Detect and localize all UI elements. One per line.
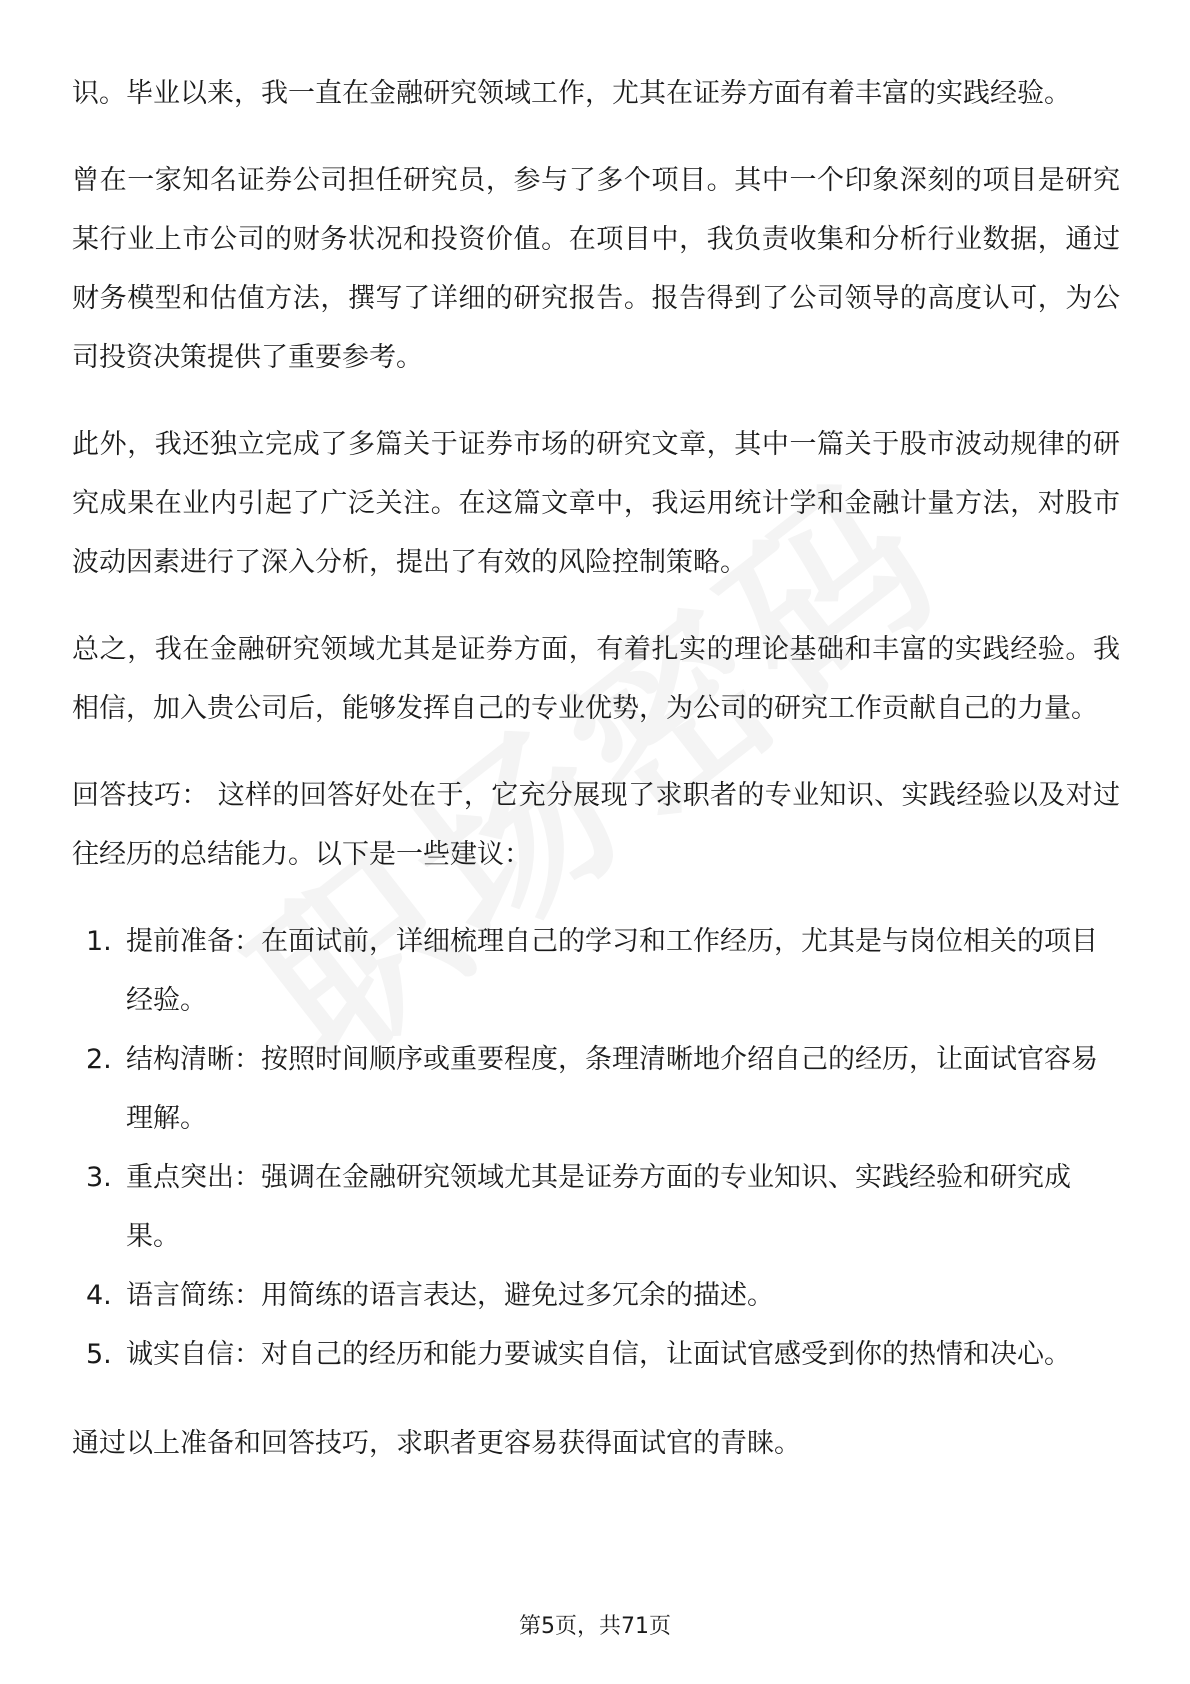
list-number: 2.: [86, 1044, 112, 1075]
list-item-text: 语言简练：用简练的语言表达，避免过多冗余的描述。: [126, 1280, 774, 1311]
paragraph: 曾在一家知名证券公司担任研究员，参与了多个项目。其中一个印象深刻的项目是研究某行业上市公司的财务状况和投资价值。在项目中，我负责收集和分析行业数据，通过财务模型和估值方法，撰写了详细的研究报告。报告得到了公司领导的高度认可，为公司投资决策提供了重要参考。: [72, 165, 1120, 373]
page-number-footer: 第5页，共71页: [519, 1614, 671, 1639]
list-number: 1.: [86, 926, 112, 957]
list-item: [72, 1148, 1120, 1266]
paragraph: 总之，我在金融研究领域尤其是证券方面，有着扎实的理论基础和丰富的实践经验。我相信，加入贵公司后，能够发挥自己的专业优势，为公司的研究工作贡献自己的力量。: [72, 634, 1120, 724]
paragraph: 此外，我还独立完成了多篇关于证券市场的研究文章，其中一篇关于股市波动规律的研究成果在业内引起了广泛关注。在这篇文章中，我运用统计学和金融计量方法，对股市波动因素进行了深入分析，提出了有效的风险控制策略。: [72, 429, 1120, 578]
list-item-text: 诚实自信：对自己的经历和能力要诚实自信，让面试官感受到你的热情和决心。: [126, 1339, 1071, 1370]
list-item: [72, 1266, 1120, 1325]
list-number: 3.: [86, 1162, 112, 1193]
paragraph: 识。毕业以来，我一直在金融研究领域工作，尤其在证券方面有着丰富的实践经验。: [72, 78, 1071, 109]
page-content: [72, 64, 1120, 1501]
closing-paragraph: 通过以上准备和回答技巧，求职者更容易获得面试官的青睐。: [72, 1428, 801, 1459]
list-item-text: 重点突出：强调在金融研究领域尤其是证券方面的专业知识、实践经验和研究成果。: [126, 1162, 1071, 1252]
list-item-text: 提前准备：在面试前，详细梳理自己的学习和工作经历，尤其是与岗位相关的项目经验。: [126, 926, 1098, 1016]
list-item: [72, 1030, 1120, 1148]
answer-tips-intro: 回答技巧： 这样的回答好处在于，它充分展现了求职者的专业知识、实践经验以及对过往经历的总结能力。以下是一些建议：: [72, 780, 1120, 870]
list-item-text: 结构清晰：按照时间顺序或重要程度，条理清晰地介绍自己的经历，让面试官容易理解。: [126, 1044, 1098, 1134]
list-number: 5.: [86, 1339, 112, 1370]
list-number: 4.: [86, 1280, 112, 1311]
tips-list: [72, 912, 1120, 1384]
list-item: [72, 1325, 1120, 1384]
list-item: [72, 912, 1120, 1030]
